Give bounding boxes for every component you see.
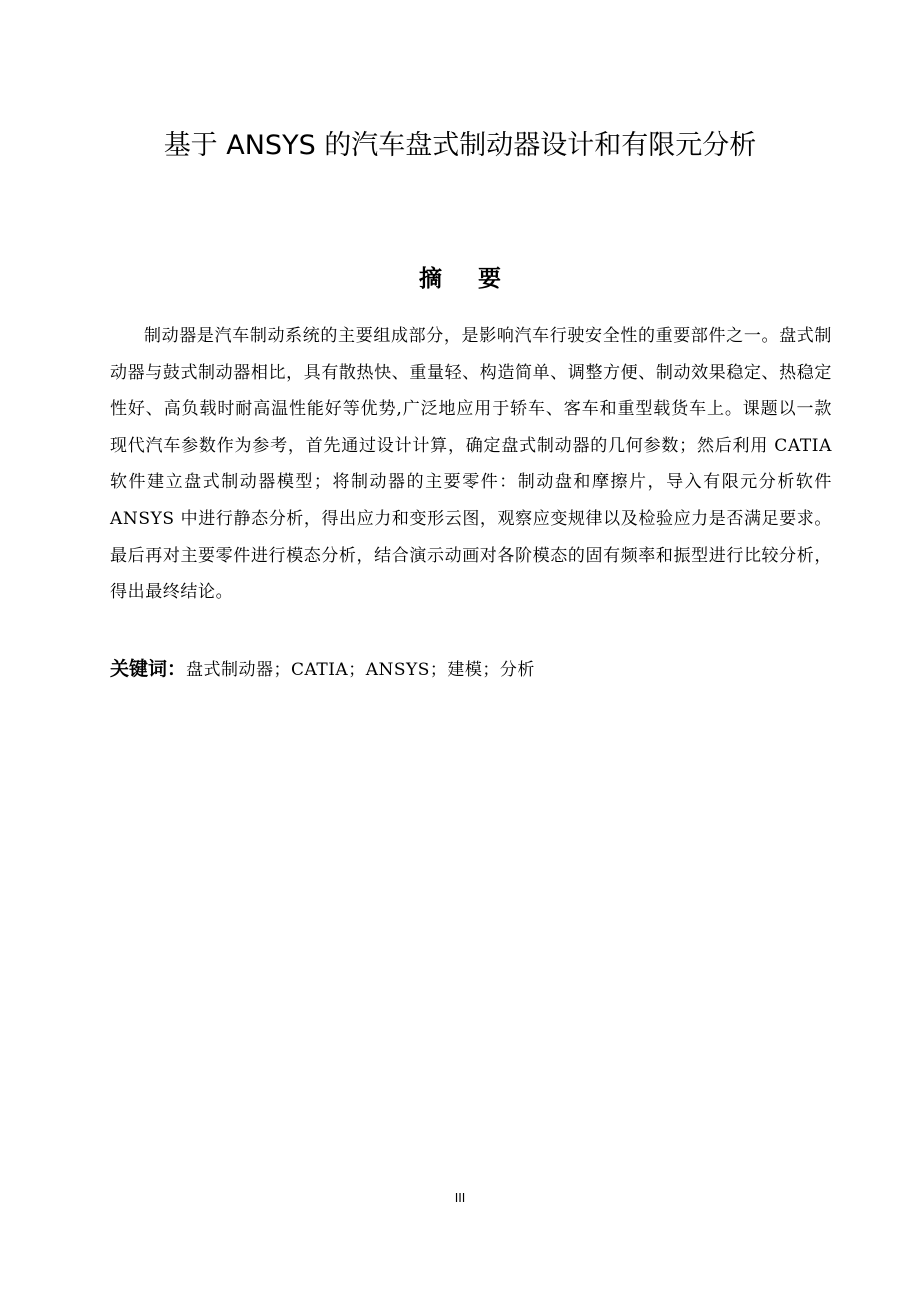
abstract-body: 制动器是汽车制动系统的主要组成部分，是影响汽车行驶安全性的重要部件之一。盘式制动器与鼓式制动器相比，具有散热快、重量轻、构造简单、调整方便、制动效果稳定、热稳定性好、高负载时耐高温性能好等优势,广泛地应用于轿车、客车和重型载货车上。课题以一款现代汽车参数作为参考，首先通过设计计算，确定盘式制动器的几何参数；然后利用 CATIA 软件建立盘式制动器模型；将制动器的主要零件：制动盘和摩擦片，导入有限元分析软件 ANSYS 中进行静态分析，得出应力和变形云图，观察应变规律以及检验应力是否满足要求。最后再对主要零件进行模态分析，结合演示动画对各阶模态的固有频率和振型进行比较分析，得出最终结论。 — [110, 326, 832, 603]
keywords-line — [110, 654, 832, 685]
abstract-heading: 摘 要 — [418, 266, 515, 292]
document-title: 基于 ANSYS 的汽车盘式制动器设计和有限元分析 — [163, 130, 757, 161]
keywords-values: 盘式制动器；CATIA；ANSYS；建模；分析 — [186, 660, 535, 680]
keywords-label: 关键词： — [110, 658, 187, 680]
page-number: III — [454, 1191, 466, 1205]
